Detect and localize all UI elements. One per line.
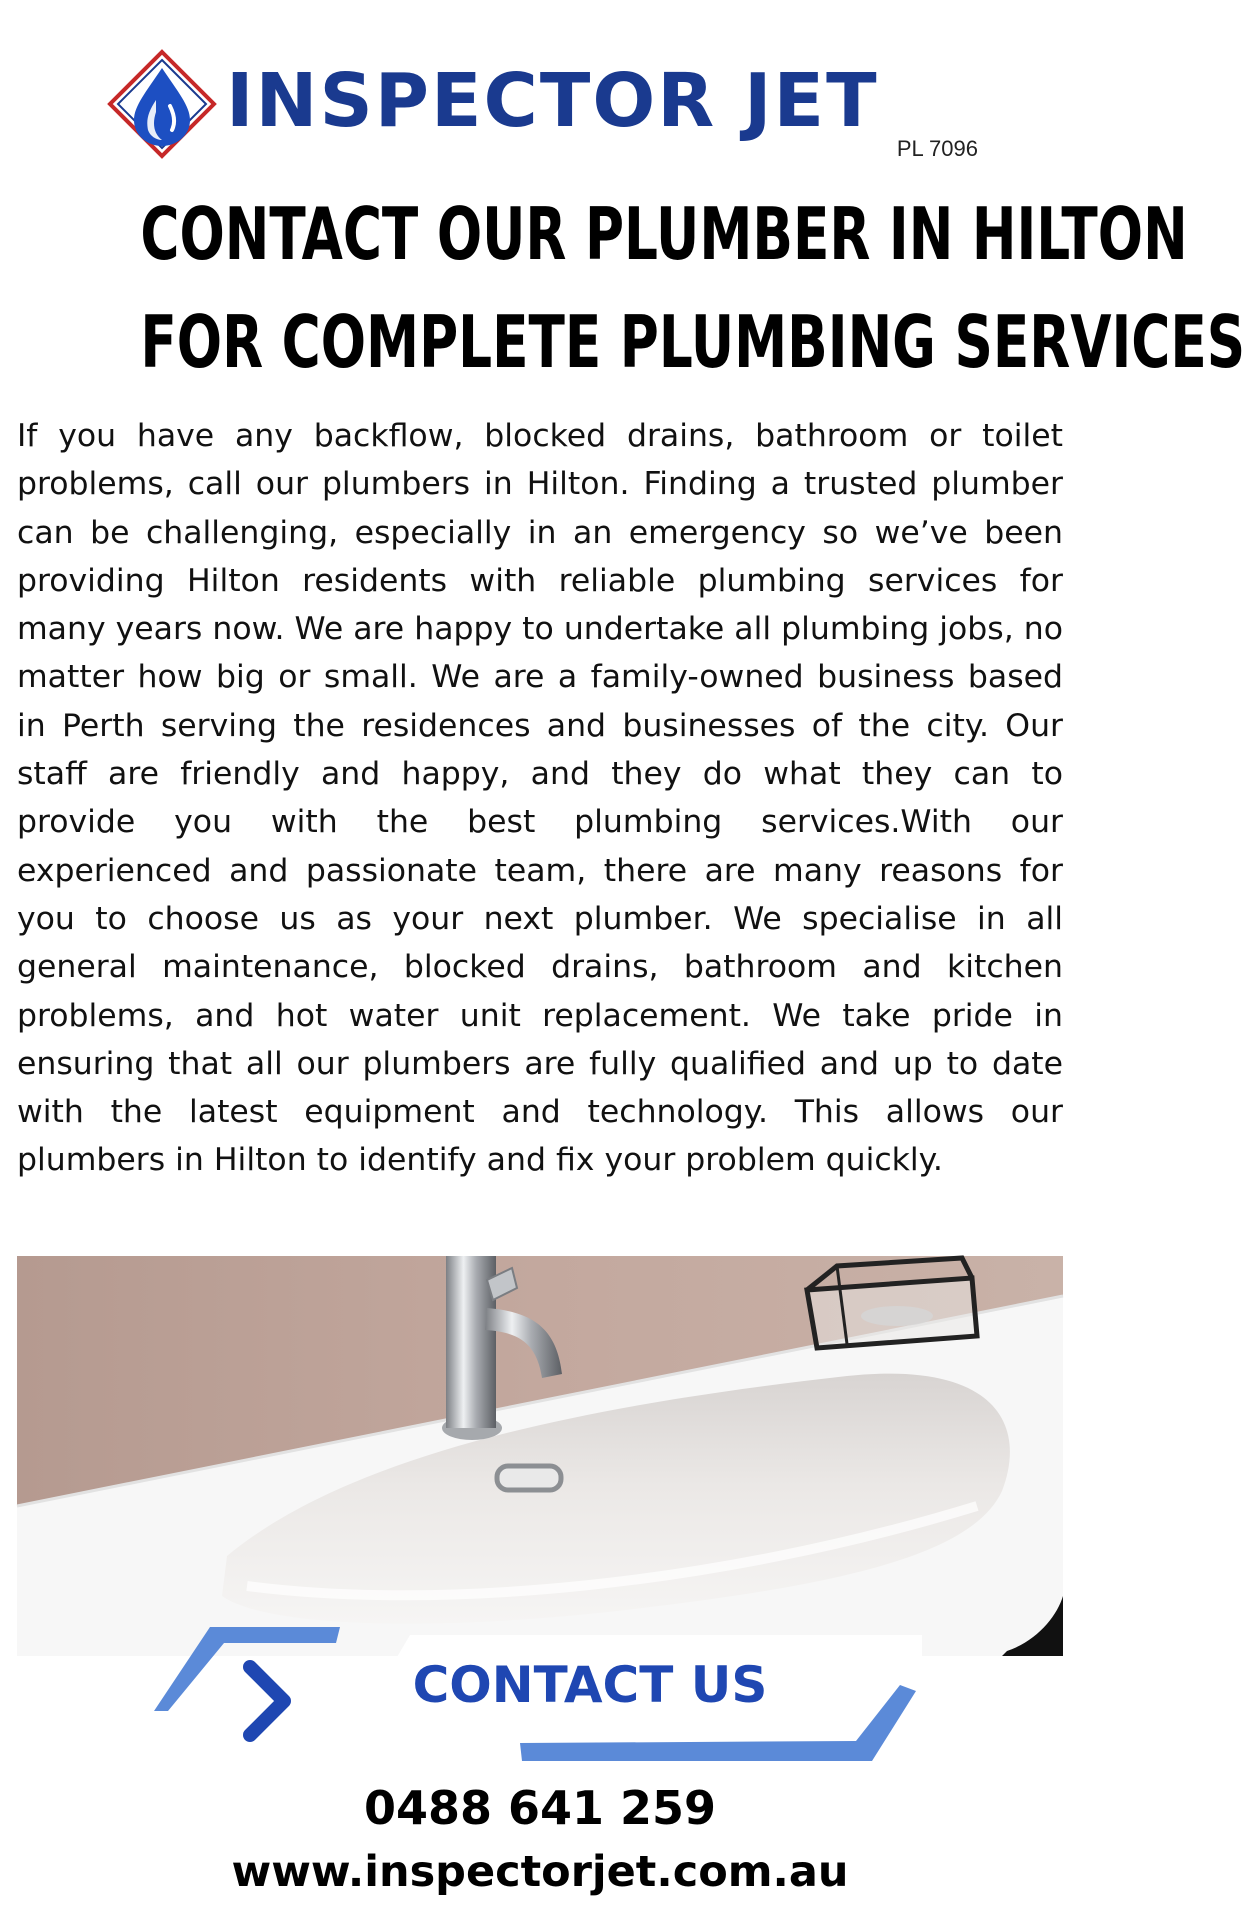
sink-illustration (17, 1256, 1063, 1656)
page-title-line-2: FOR COMPLETE PLUMBING SERVICES (140, 300, 1245, 384)
water-drop-diamond-icon (108, 50, 216, 158)
page-title-line-1: CONTACT OUR PLUMBER IN HILTON (140, 192, 1188, 276)
phone-number[interactable]: 0488 641 259 (363, 1781, 717, 1835)
chevron-right-icon (240, 1659, 300, 1743)
contact-us-button[interactable] (150, 1615, 930, 1775)
brand-logo (108, 50, 988, 160)
bathroom-sink-photo (17, 1256, 1063, 1656)
service-description: If you have any backflow, blocked drains, bathroom or toilet problems, call our plumbers in Hilton. Finding a trusted plumber can be challenging, especially in an emergency so we’ve been providing Hilton residents with reliable plumbing services for many years now. We are happy to undertake all plumbing jobs, no matter how big or small. We are a family-owned business based in Perth serving the residences and businesses of the city. Our staff are friendly and happy, and they do what they can to provide you with the best plumbing services.With our experienced and passionate team, there are many reasons for you to choose us as your next plumber. We specialise in all general maintenance, blocked drains, bathroom and kitchen problems, and hot water unit replacement. We take pride in ensuring that all our plumbers are fully qualified and up to date with the latest equipment and technology. This allows our plumbers in Hilton to identify and fix your problem quickly. (17, 418, 1063, 1179)
contact-us-label[interactable]: CONTACT US (412, 1656, 768, 1714)
license-number: PL 7096 (896, 136, 978, 161)
page-title (140, 180, 1245, 396)
brand-name: INSPECTOR JET (226, 58, 879, 144)
website-link[interactable]: www.inspectorjet.com.au (231, 1847, 849, 1897)
